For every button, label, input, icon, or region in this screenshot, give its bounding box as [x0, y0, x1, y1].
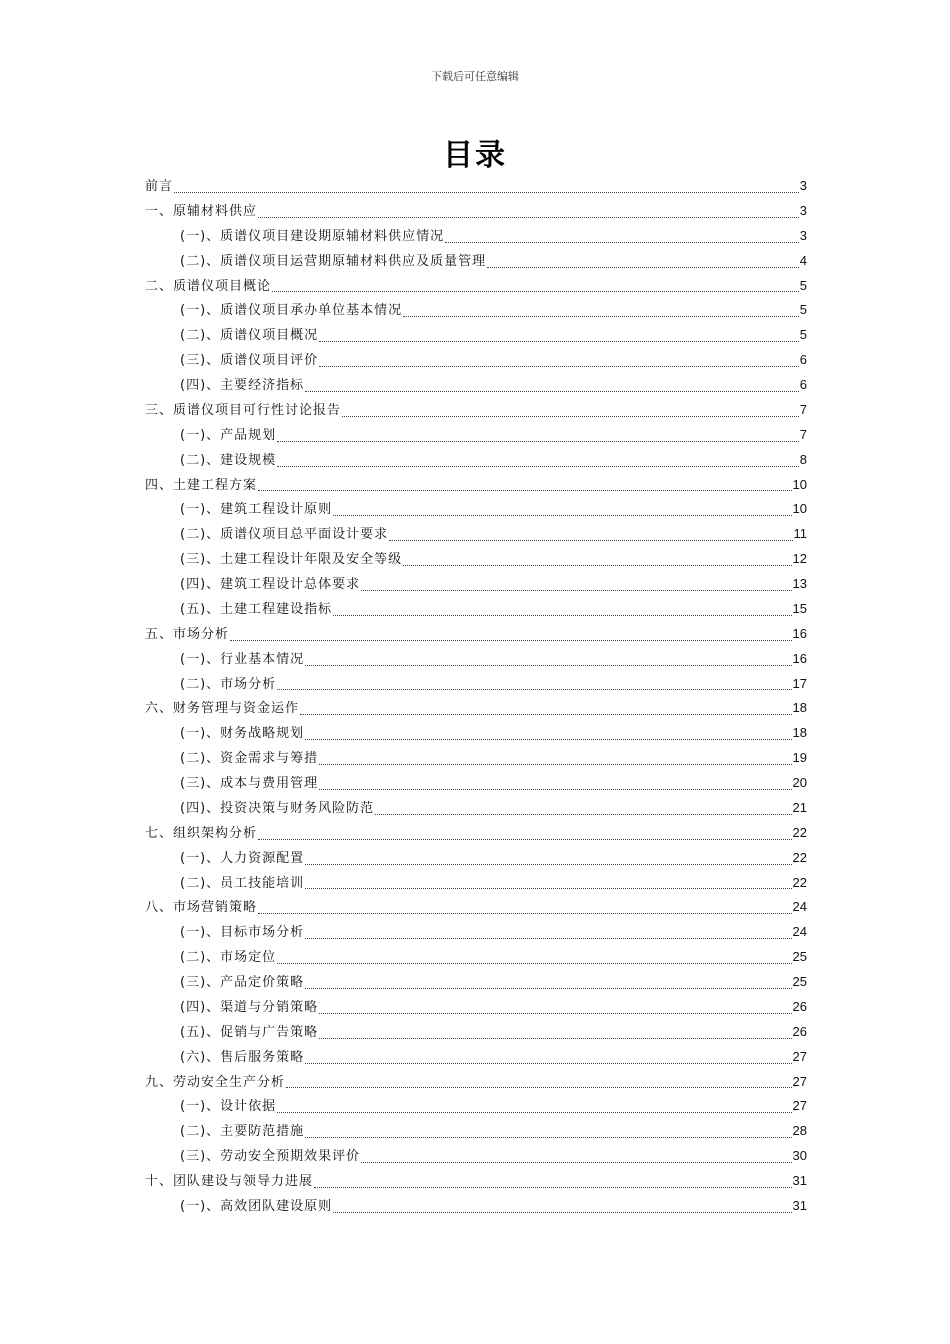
toc-entry-label: (二)、主要防范措施 — [180, 1124, 305, 1140]
toc-entry-page: 15 — [792, 600, 807, 616]
toc-leader-dots — [277, 425, 799, 442]
toc-entry-page: 30 — [792, 1148, 807, 1164]
toc-leader-dots — [445, 226, 799, 243]
toc-leader-dots — [319, 748, 791, 765]
toc-entry-label: (二)、资金需求与筹措 — [180, 751, 319, 767]
toc-leader-dots — [305, 1121, 791, 1138]
toc-entry-page: 22 — [792, 849, 807, 865]
toc-entry[interactable] — [145, 224, 807, 249]
toc-entry-label: (三)、产品定价策略 — [180, 975, 305, 990]
toc-entry-page: 25 — [792, 949, 807, 965]
toc-leader-dots — [272, 275, 799, 292]
toc-leader-dots — [319, 997, 791, 1014]
toc-leader-dots — [487, 251, 799, 268]
toc-entry-label: (一)、财务战略规划 — [180, 726, 305, 742]
toc-entry-page: 8 — [799, 451, 807, 467]
toc-entry-label: (三)、成本与费用管理 — [180, 776, 319, 791]
toc-leader-dots — [305, 922, 791, 939]
toc-entry[interactable] — [145, 1094, 807, 1119]
toc-entry-label: (四)、主要经济指标 — [180, 378, 305, 393]
toc-entry[interactable] — [145, 1020, 807, 1045]
toc-entry-page: 19 — [792, 750, 807, 766]
toc-leader-dots — [333, 1196, 791, 1213]
toc-entry-page: 12 — [792, 551, 807, 567]
toc-entry-label: (一)、质谱仪项目建设期原辅材料供应情况 — [180, 228, 445, 244]
toc-entry[interactable] — [145, 572, 807, 597]
toc-entry-page: 17 — [792, 675, 807, 691]
toc-entry-label: (五)、土建工程建设指标 — [180, 601, 333, 617]
toc-leader-dots — [333, 499, 791, 516]
toc-entry[interactable] — [145, 174, 807, 199]
toc-leader-dots — [277, 947, 791, 964]
toc-entry-page: 16 — [792, 625, 807, 641]
toc-entry-label: 七、组织架构分析 — [145, 825, 258, 841]
toc-entry-label: (三)、土建工程设计年限及安全等级 — [180, 552, 403, 568]
toc-entry[interactable] — [145, 473, 807, 498]
toc-entry[interactable] — [145, 821, 807, 846]
toc-entry-page: 13 — [792, 576, 807, 591]
toc-entry-page: 3 — [799, 202, 807, 218]
toc-leader-dots — [305, 872, 791, 889]
toc-entry[interactable] — [145, 249, 807, 274]
toc-leader-dots — [319, 350, 799, 367]
toc-leader-dots — [305, 972, 791, 989]
toc-entry[interactable] — [145, 348, 807, 373]
toc-entry-label: (二)、市场定位 — [180, 950, 277, 966]
toc-leader-dots — [319, 1022, 791, 1039]
toc-entry-page: 7 — [799, 401, 807, 417]
toc-entry[interactable] — [145, 1119, 807, 1144]
toc-entry-page: 22 — [792, 824, 807, 840]
toc-leader-dots — [403, 549, 791, 566]
toc-entry[interactable] — [145, 796, 807, 821]
toc-entry-label: (五)、促销与广告策略 — [180, 1024, 319, 1040]
toc-leader-dots — [305, 723, 791, 740]
toc-leader-dots — [277, 673, 791, 690]
toc-entry-page: 24 — [792, 899, 807, 915]
toc-entry-label: 前言 — [145, 179, 174, 194]
toc-entry-page: 5 — [799, 277, 807, 293]
toc-entry-page: 6 — [799, 377, 807, 392]
toc-entry-page: 3 — [799, 178, 807, 193]
toc-entry-label: (二)、质谱仪项目概况 — [180, 328, 319, 344]
toc-entry-label: 六、财务管理与资金运作 — [145, 701, 300, 717]
toc-entry-label: (一)、行业基本情况 — [180, 651, 305, 667]
toc-leader-dots — [286, 1071, 792, 1088]
toc-entry[interactable] — [145, 696, 807, 721]
page-title: 目录 — [443, 138, 507, 173]
toc-entry[interactable] — [145, 323, 807, 348]
toc-entry-page: 16 — [792, 650, 807, 666]
toc-entry-label: (三)、质谱仪项目评价 — [180, 353, 319, 369]
toc-entry-page: 6 — [799, 352, 807, 368]
toc-entry[interactable] — [145, 398, 807, 423]
toc-entry-page: 28 — [792, 1123, 807, 1139]
toc-entry-label: (一)、质谱仪项目承办单位基本情况 — [180, 303, 403, 319]
toc-leader-dots — [277, 1096, 791, 1113]
toc-leader-dots — [258, 897, 792, 914]
toc-entry[interactable] — [145, 672, 807, 697]
toc-entry[interactable] — [145, 970, 807, 995]
toc-entry-page: 5 — [799, 327, 807, 343]
toc-entry-label: (四)、投资决策与财务风险防范 — [180, 800, 375, 816]
toc-entry[interactable] — [145, 771, 807, 796]
toc-leader-dots — [230, 624, 792, 641]
toc-entry[interactable] — [145, 274, 807, 299]
toc-entry[interactable] — [145, 1070, 807, 1095]
toc-leader-dots — [319, 325, 799, 342]
toc-entry[interactable] — [145, 547, 807, 572]
toc-leader-dots — [342, 400, 799, 417]
toc-entry-page: 18 — [792, 725, 807, 741]
toc-entry-page: 3 — [799, 227, 807, 243]
toc-leader-dots — [300, 698, 792, 715]
toc-entry-page: 7 — [799, 426, 807, 442]
toc-leader-dots — [319, 773, 791, 790]
toc-entry[interactable] — [145, 597, 807, 622]
toc-entry[interactable] — [145, 647, 807, 672]
toc-entry-label: (一)、人力资源配置 — [180, 850, 305, 866]
toc-entry-page: 11 — [793, 526, 807, 542]
toc-entry-label: (一)、产品规划 — [180, 427, 277, 443]
toc-leader-dots — [174, 176, 799, 193]
toc-entry[interactable] — [145, 920, 807, 945]
header-note: 下载后可任意编辑 — [431, 70, 519, 83]
toc-entry[interactable] — [145, 1169, 807, 1194]
toc-entry-label: (三)、劳动安全预期效果评价 — [180, 1149, 361, 1165]
toc-entry-label: 一、原辅材料供应 — [145, 203, 258, 219]
toc-entry-page: 5 — [799, 302, 807, 318]
toc-entry[interactable] — [145, 522, 807, 547]
toc-entry-label: (六)、售后服务策略 — [180, 1049, 305, 1065]
toc-entry-page: 31 — [792, 1197, 807, 1213]
toc-entry-label: (一)、设计依据 — [180, 1099, 277, 1115]
toc-leader-dots — [389, 524, 792, 541]
toc-entry[interactable] — [145, 497, 807, 522]
toc-entry-label: 十、团队建设与领导力进展 — [145, 1174, 314, 1189]
toc-entry[interactable] — [145, 721, 807, 746]
toc-entry-label: (一)、高效团队建设原则 — [180, 1198, 333, 1214]
toc-entry-label: 九、劳动安全生产分析 — [145, 1074, 286, 1090]
toc-leader-dots — [314, 1171, 792, 1188]
toc-entry[interactable] — [145, 1045, 807, 1070]
toc-entry-label: (四)、建筑工程设计总体要求 — [180, 577, 361, 592]
toc-entry-label: (四)、渠道与分销策略 — [180, 999, 319, 1015]
toc-leader-dots — [277, 450, 799, 467]
toc-leader-dots — [305, 1047, 791, 1064]
toc-entry-page: 21 — [792, 799, 807, 815]
toc-entry[interactable] — [145, 373, 807, 398]
toc-entry-page: 25 — [792, 974, 807, 989]
toc-entry-page: 27 — [792, 1048, 807, 1064]
toc-entry-label: (一)、建筑工程设计原则 — [180, 502, 333, 518]
toc-entry-label: (二)、建设规模 — [180, 452, 277, 468]
toc-entry[interactable] — [145, 423, 807, 448]
toc-entry[interactable] — [145, 995, 807, 1020]
toc-entry-label: 五、市场分析 — [145, 626, 230, 642]
toc-leader-dots — [361, 1146, 791, 1163]
toc-entry-page: 10 — [792, 476, 807, 492]
toc-leader-dots — [403, 300, 799, 317]
toc-entry-label: (二)、员工技能培训 — [180, 875, 305, 891]
toc-entry-page: 27 — [792, 1073, 807, 1089]
toc-entry[interactable] — [145, 298, 807, 323]
toc-entry-page: 22 — [792, 874, 807, 890]
toc-leader-dots — [305, 848, 791, 865]
toc-entry-label: 二、质谱仪项目概论 — [145, 278, 272, 294]
toc-entry[interactable] — [145, 199, 807, 224]
toc-entry[interactable] — [145, 895, 807, 920]
toc-entry[interactable] — [145, 448, 807, 473]
toc-leader-dots — [375, 798, 791, 815]
toc-entry-page: 26 — [792, 1023, 807, 1039]
toc-leader-dots — [258, 823, 792, 840]
toc-leader-dots — [333, 599, 791, 616]
toc-entry-label: 三、质谱仪项目可行性讨论报告 — [145, 402, 342, 418]
toc-entry-label: (一)、目标市场分析 — [180, 925, 305, 941]
toc-entry-page: 24 — [792, 924, 807, 940]
toc-leader-dots — [305, 649, 791, 666]
toc-leader-dots — [258, 201, 799, 218]
toc-entry-label: (二)、质谱仪项目运营期原辅材料供应及质量管理 — [180, 253, 487, 269]
toc-entry[interactable] — [145, 1144, 807, 1169]
toc-entry[interactable] — [145, 945, 807, 970]
toc-entry-label: (二)、市场分析 — [180, 676, 277, 692]
toc-entry[interactable] — [145, 746, 807, 771]
toc-leader-dots — [258, 474, 792, 491]
toc-entry-label: 四、土建工程方案 — [145, 477, 258, 493]
toc-entry[interactable] — [145, 871, 807, 896]
toc-entry-label: (二)、质谱仪项目总平面设计要求 — [180, 527, 389, 543]
toc-entry[interactable] — [145, 1194, 807, 1219]
toc-entry-page: 31 — [792, 1173, 807, 1188]
table-of-contents — [145, 174, 807, 1219]
toc-entry[interactable] — [145, 622, 807, 647]
toc-leader-dots — [305, 375, 799, 392]
toc-entry-page: 20 — [792, 775, 807, 790]
toc-entry-page: 26 — [792, 998, 807, 1014]
toc-leader-dots — [361, 574, 791, 591]
toc-entry-page: 18 — [792, 700, 807, 716]
toc-entry-label: 八、市场营销策略 — [145, 900, 258, 916]
toc-entry-page: 10 — [792, 501, 807, 517]
toc-entry[interactable] — [145, 846, 807, 871]
toc-entry-page: 27 — [792, 1098, 807, 1114]
toc-entry-page: 4 — [799, 252, 807, 268]
